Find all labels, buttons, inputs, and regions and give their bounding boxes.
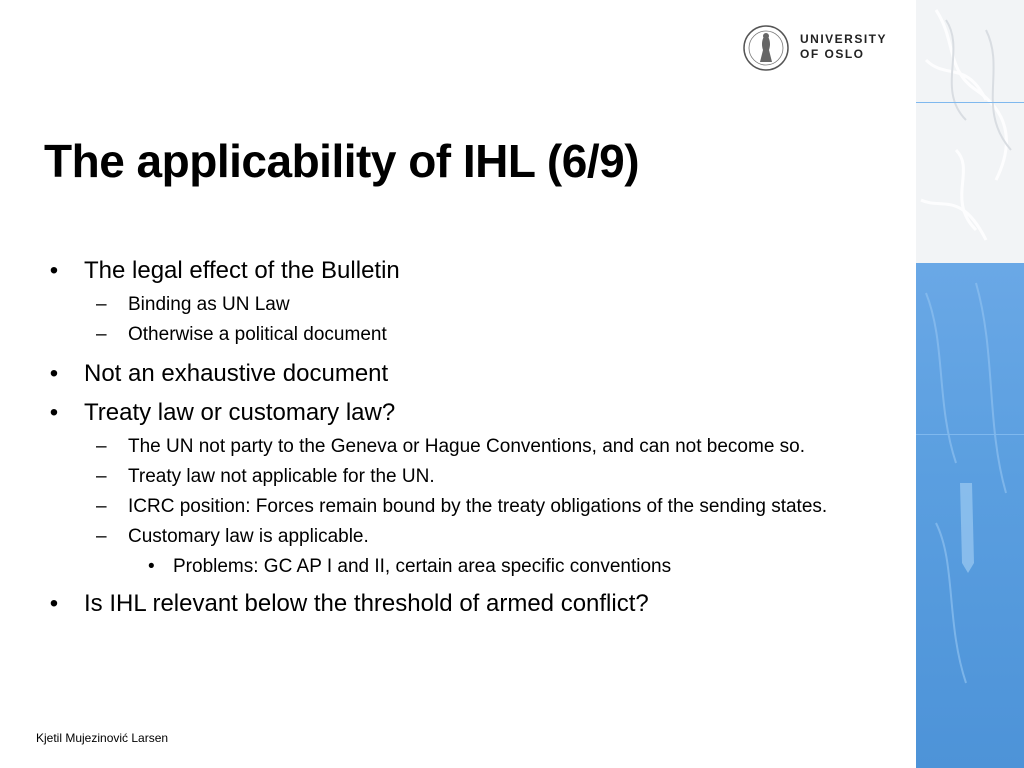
bullet-marker: • bbox=[148, 556, 155, 577]
bullet-marker: • bbox=[49, 360, 59, 387]
bullet-item bbox=[44, 585, 844, 622]
logo-line-1: UNIVERSITY bbox=[800, 32, 888, 46]
sub-bullet-text: Binding as UN Law bbox=[128, 294, 290, 315]
page-title: The applicability of IHL (6/9) bbox=[44, 135, 640, 187]
university-seal-icon bbox=[742, 24, 790, 72]
sub-sub-bullet-item bbox=[44, 553, 844, 581]
sub-bullet-item bbox=[44, 523, 844, 551]
dash-marker: – bbox=[96, 294, 107, 315]
statue-sketch-image bbox=[916, 0, 1024, 263]
sub-bullet-text: ICRC position: Forces remain bound by the treaty obligations of the sending states. bbox=[128, 496, 828, 517]
sub-bullet-item bbox=[44, 321, 844, 349]
footer-author: Kjetil Mujezinović Larsen bbox=[36, 731, 169, 745]
bullet-text: Is IHL relevant below the threshold of armed conflict? bbox=[84, 590, 649, 617]
sub-bullet-text: The UN not party to the Geneva or Hague Conventions, and can not become so. bbox=[128, 436, 806, 457]
statue-photo-image bbox=[916, 263, 1024, 768]
bullet-marker: • bbox=[49, 257, 59, 284]
dash-marker: – bbox=[96, 466, 107, 487]
side-divider-line bbox=[916, 102, 1024, 103]
sub-bullet-text: Otherwise a political document bbox=[128, 324, 387, 345]
sub-bullet-item bbox=[44, 433, 844, 461]
side-panel-top bbox=[916, 0, 1024, 263]
dash-marker: – bbox=[96, 496, 107, 517]
bullet-item bbox=[44, 252, 844, 289]
sub-bullet-item bbox=[44, 463, 844, 491]
side-panel-bottom bbox=[916, 263, 1024, 768]
logo-text bbox=[800, 32, 887, 62]
sub-bullet-text: Customary law is applicable. bbox=[128, 526, 369, 547]
sub-bullet-text: Treaty law not applicable for the UN. bbox=[128, 466, 435, 487]
bullet-item bbox=[44, 355, 844, 392]
dash-marker: – bbox=[96, 436, 107, 457]
side-divider-line bbox=[916, 434, 1024, 435]
bullet-item bbox=[44, 394, 844, 431]
sub-sub-bullet-text: Problems: GC AP I and II, certain area specific conventions bbox=[173, 556, 672, 577]
university-logo bbox=[742, 22, 902, 74]
bullet-text: The legal effect of the Bulletin bbox=[84, 257, 400, 284]
logo-line-2: OF OSLO bbox=[800, 47, 865, 61]
bullet-text: Treaty law or customary law? bbox=[84, 399, 396, 426]
sub-bullet-item bbox=[44, 291, 844, 319]
dash-marker: – bbox=[96, 324, 107, 345]
bullet-list bbox=[44, 252, 844, 622]
bullet-text: Not an exhaustive document bbox=[84, 360, 389, 387]
sub-bullet-item bbox=[44, 493, 844, 521]
dash-marker: – bbox=[96, 526, 107, 547]
bullet-marker: • bbox=[49, 399, 59, 426]
bullet-marker: • bbox=[49, 590, 59, 617]
decorative-side-panel bbox=[916, 0, 1024, 768]
